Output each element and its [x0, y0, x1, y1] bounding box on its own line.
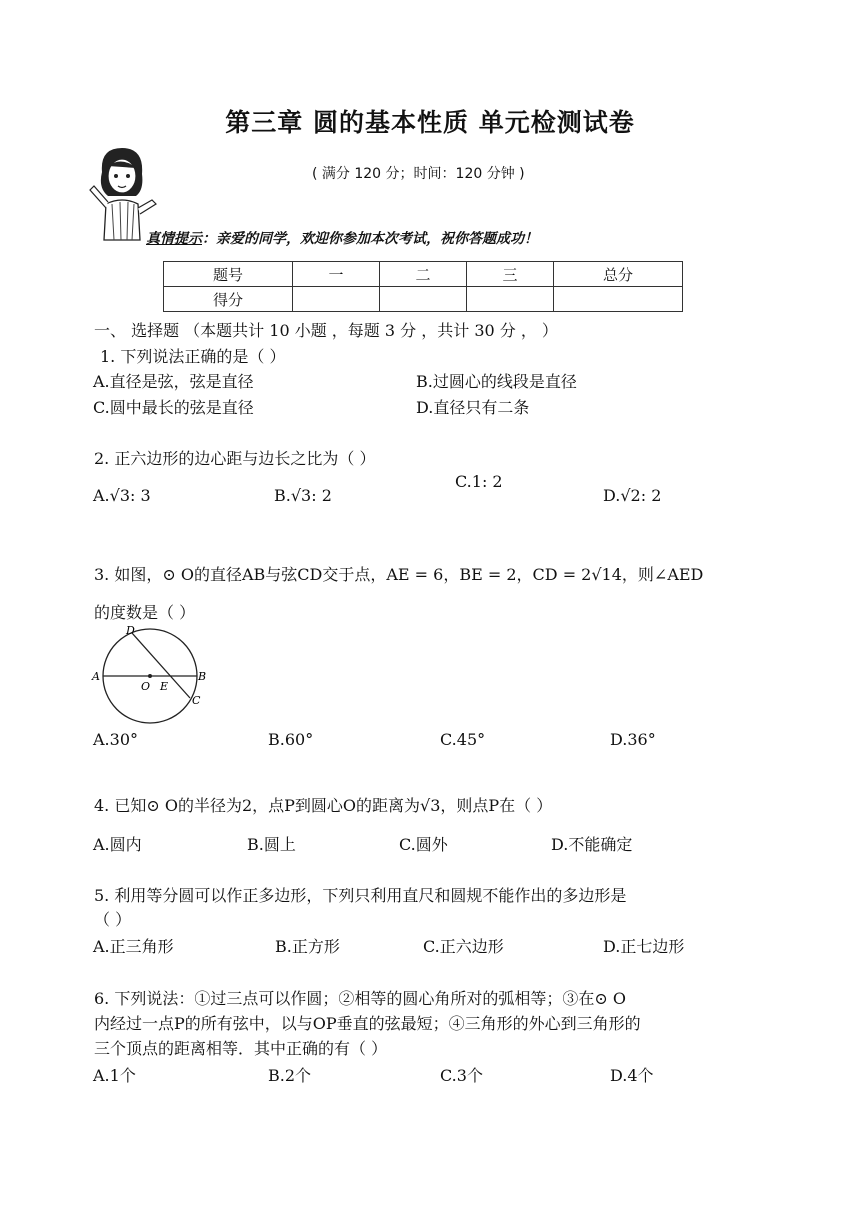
- question-3-option-b: B.60°: [268, 730, 314, 749]
- question-3-option-d: D.36°: [610, 730, 656, 749]
- score-input-cell[interactable]: [380, 287, 467, 312]
- question-3-stem-continued: 的度数是（ ）: [94, 603, 196, 622]
- question-5-option-b: B.正方形: [275, 937, 340, 956]
- center-point: [148, 674, 152, 678]
- exam-subtitle: ( 满分 120 分；时间：120 分钟 ): [312, 166, 525, 182]
- teacher-illustration: [82, 142, 162, 242]
- question-2-stem: 2. 正六边形的边心距与边长之比为（ ）: [94, 449, 376, 468]
- question-5-option-d: D.正七边形: [603, 937, 685, 956]
- question-2-option-c: C.1: 2: [455, 472, 503, 491]
- question-2-option-d: D.√2: 2: [603, 486, 662, 505]
- question-4-option-c: C.圆外: [399, 835, 448, 854]
- label-e: E: [160, 680, 169, 693]
- question-6-line-3: 三个顶点的距离相等．其中正确的有（ ）: [94, 1039, 388, 1058]
- question-1-option-d: D.直径只有二条: [416, 398, 530, 417]
- question-3-stem: 3. 如图，⊙ O的直径AB与弦CD交于点，AE = 6，BE = 2，CD = 2√14，则∠AED: [94, 565, 704, 584]
- score-input-cell[interactable]: [554, 287, 683, 312]
- table-cell: 总分: [554, 262, 683, 287]
- score-table-score-row: [164, 287, 683, 312]
- question-6-line-1: 6. 下列说法：①过三点可以作圆；②相等的圆心角所对的弧相等；③在⊙ O: [94, 989, 626, 1008]
- question-2-option-b: B.√3: 2: [274, 486, 332, 505]
- question-5-stem-continued: （ ）: [94, 910, 132, 929]
- tip-text: ：亲爱的同学，欢迎你参加本次考试，祝你答题成功！: [202, 231, 538, 247]
- question-3-option-c: C.45°: [440, 730, 486, 749]
- question-6-option-a: A.1个: [93, 1066, 136, 1085]
- question-4-option-d: D.不能确定: [551, 835, 633, 854]
- question-5-option-c: C.正六边形: [423, 937, 504, 956]
- question-5-stem: 5. 利用等分圆可以作正多边形，下列只利用直尺和圆规不能作出的多边形是: [94, 886, 627, 905]
- table-cell: 一: [293, 262, 380, 287]
- label-c: C: [192, 694, 201, 707]
- table-cell: 二: [380, 262, 467, 287]
- label-a: A: [92, 670, 100, 683]
- question-1-option-b: B.过圆心的线段是直径: [416, 372, 577, 391]
- question-1-option-a: A.直径是弦，弦是直径: [93, 372, 254, 391]
- question-4-option-b: B.圆上: [247, 835, 296, 854]
- label-b: B: [198, 670, 207, 683]
- page-title: 第三章 圆的基本性质 单元检测试卷: [225, 108, 635, 137]
- score-table-header-row: [164, 262, 683, 287]
- tip-line: [146, 228, 538, 248]
- question-6-option-c: C.3个: [440, 1066, 483, 1085]
- table-cell: 三: [467, 262, 554, 287]
- question-5-option-a: A.正三角形: [93, 937, 174, 956]
- circle-figure: [90, 622, 210, 727]
- question-6-option-b: B.2个: [268, 1066, 312, 1085]
- table-cell: 得分: [164, 287, 293, 312]
- label-o: O: [141, 680, 151, 693]
- question-3-option-a: A.30°: [93, 730, 138, 749]
- score-table: [163, 261, 683, 312]
- question-1-option-c: C.圆中最长的弦是直径: [93, 398, 254, 417]
- question-2-option-a: A.√3: 3: [93, 486, 151, 505]
- table-cell: 题号: [164, 262, 293, 287]
- score-input-cell[interactable]: [467, 287, 554, 312]
- section-heading: 一、 选择题 （本题共计 10 小题 ，每题 3 分 ，共计 30 分 ， ）: [94, 321, 558, 340]
- score-input-cell[interactable]: [293, 287, 380, 312]
- question-1-stem: 1. 下列说法正确的是（ ）: [100, 347, 286, 366]
- tip-label: 真情提示: [146, 231, 202, 247]
- label-d: D: [126, 624, 135, 637]
- question-6-line-2: 内经过一点P的所有弦中，以与OP垂直的弦最短；④三角形的外心到三角形的: [94, 1014, 641, 1033]
- question-4-stem: 4. 已知⊙ O的半径为2，点P到圆心O的距离为√3，则点P在（ ）: [94, 796, 553, 815]
- question-4-option-a: A.圆内: [93, 835, 142, 854]
- question-6-option-d: D.4个: [610, 1066, 654, 1085]
